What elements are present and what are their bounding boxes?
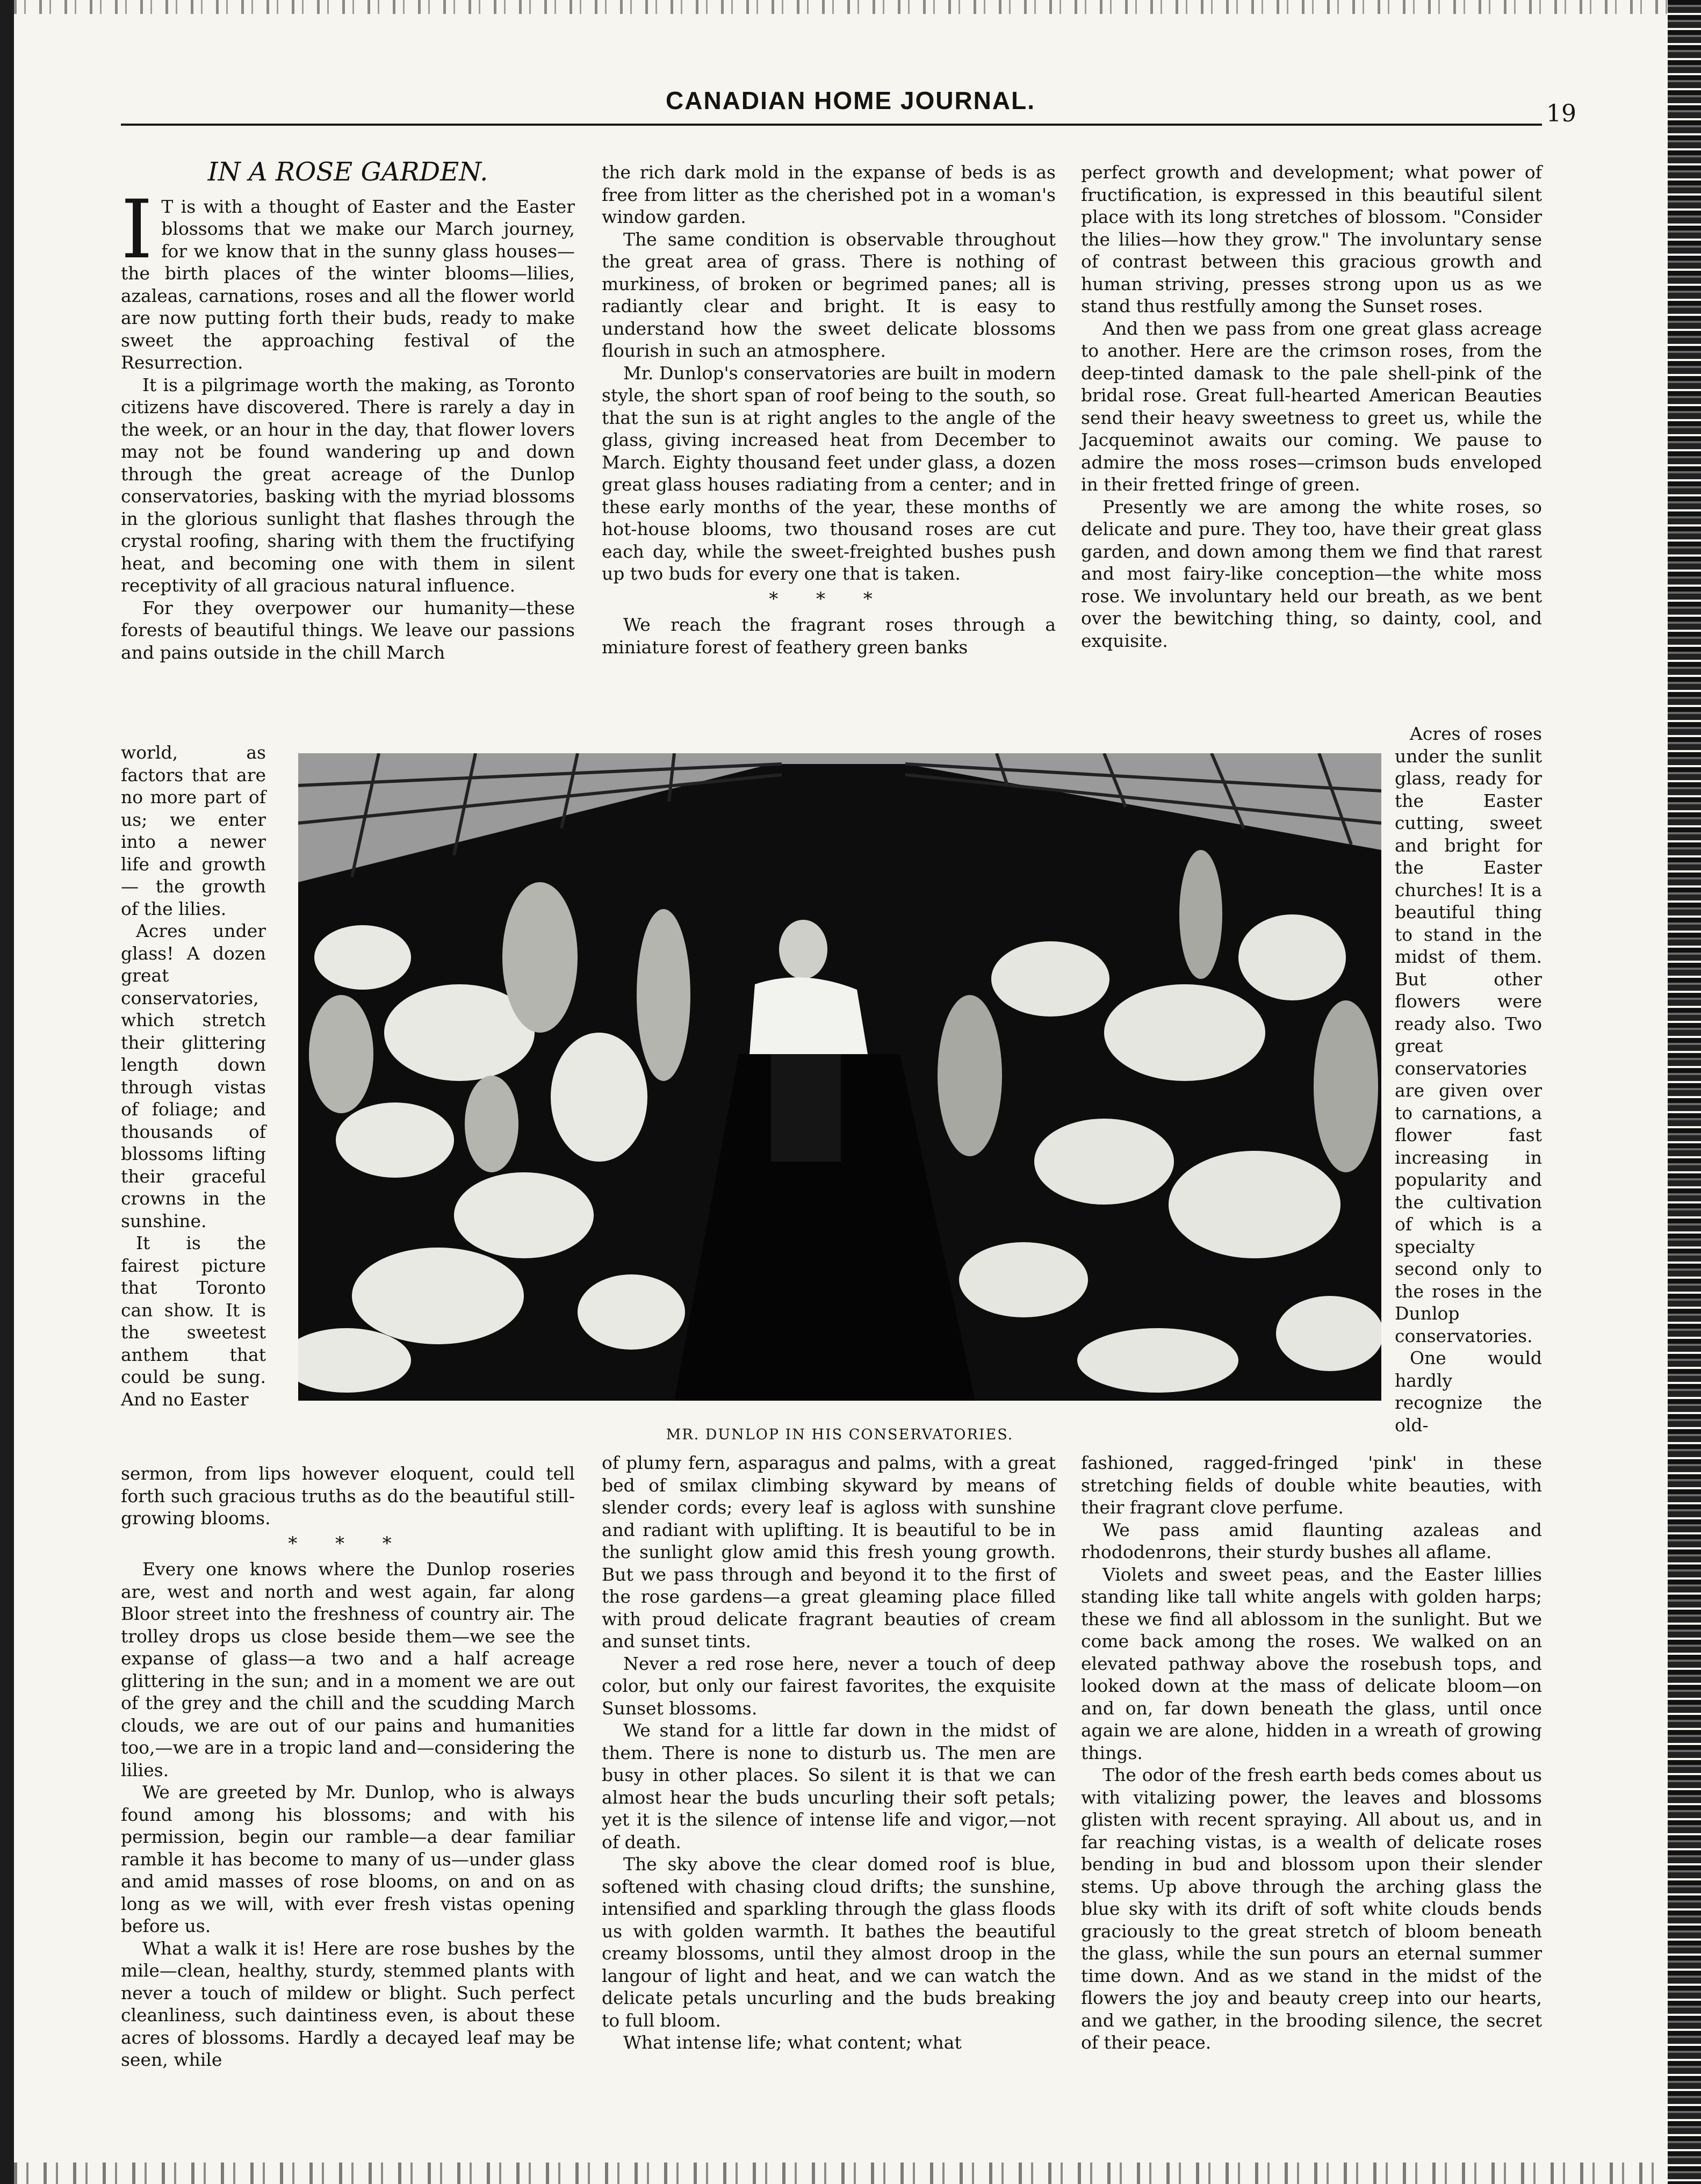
paragraph: We are greeted by Mr. Dunlop, who is always found among his blossoms; and with his permission, begin our ramble—a dear familiar ramble it has become to many of us—under glass and amid masses of rose blooms, on and on as long as we will, with ever fresh vistas opening before us.: [121, 1782, 575, 1936]
conservatory-photo: [298, 753, 1381, 1401]
paragraph: fashioned, ragged-fringed 'pink' in these stretching fields of double white beauties, with their fragrant clove perfume.: [1081, 1452, 1542, 1518]
paragraph: Acres under glass! A dozen great conservatories, which stretch their glittering length down through vistas of foliage; and thousands of blossoms lifting their graceful crowns in the sunshine.: [121, 920, 266, 1231]
journal-title: CANADIAN HOME JOURNAL.: [666, 87, 1035, 114]
scan-edge-top: [14, 0, 1668, 14]
column-1: [121, 157, 575, 664]
column-3-lower: [1081, 1452, 1542, 2054]
wrap-right: [1395, 723, 1542, 1436]
column-1-lower: [121, 1462, 575, 2071]
paragraph: One would hardly recognize the old-: [1395, 1347, 1542, 1436]
paragraph: world, as factors that are no more part of us; we enter into a newer life and growth — the growth of the lilies.: [121, 742, 266, 919]
section-break: * * *: [288, 1532, 408, 1554]
scan-edge-right: [1668, 0, 1701, 2184]
photo-image: [298, 753, 1381, 1401]
paragraph: What a walk it is! Here are rose bushes by the mile—clean, healthy, sturdy, stemmed plants with never a touch of mildew or blight. Such perfect cleanliness, such daintiness even, is about these acres of blossoms. Hardly a decayed leaf may be seen, while: [121, 1937, 575, 2070]
paragraph: We stand for a little far down in the midst of them. There is none to disturb us. The men are busy in other places. So silent it is that we can almost hear the buds uncurling their soft petals; yet it is the silence of intense life and vigor,—not of death.: [602, 1720, 1056, 1853]
paragraph: We reach the fragrant roses through a miniature forest of feathery green banks: [602, 614, 1056, 658]
article-title: IN A ROSE GARDEN.: [207, 157, 488, 187]
paragraph: The sky above the clear domed roof is blue, softened with chasing cloud drifts; the sunshine, intensified and sparkling through the glass floods us with golden warmth. It bathes the beautiful creamy blossoms, until they almost droop in the langour of light and heat, and we can watch the delicate petals uncurling and the buds breaking to full bloom.: [602, 1854, 1056, 2031]
paragraph: It is the fairest picture that Toronto can show. It is the sweetest anthem that could be sung. And no Easter: [121, 1232, 266, 1410]
paragraph: Mr. Dunlop's conservatories are built in modern style, the short span of roof being to the south, so that the sun is at right angles to the angle of the glass, giving increased heat from December to March. Eighty thousand feet under glass, a dozen great glass houses radiating from a center; and in these early months of the year, these months of hot-house blooms, two thousand roses are cut each day, while the sweet-freighted bushes push up two buds for every one that is taken.: [602, 362, 1056, 584]
drop-cap: I: [121, 183, 153, 277]
wrap-left: [121, 741, 266, 1410]
paragraph: Violets and sweet peas, and the Easter lillies standing like tall white angels with golden harps; these we find all ablossom in the sunlight. But we come back among the roses. We walked on an elevated pathway above the rosebush tops, and looked down at the mass of delicate bloom—on and on, far down beneath the glass, until once again we are alone, hidden in a wreath of growing things.: [1081, 1563, 1542, 1763]
paragraph: We pass amid flaunting azaleas and rhododenrons, their sturdy bushes all aflame.: [1081, 1519, 1542, 1562]
paragraph: Acres of roses under the sunlit glass, ready for the Easter cutting, sweet and bright for the Easter churches! It is a beautiful thing to stand in the midst of them. But other flowers were ready also. Two great conservatories are given over to carnations, a flower fast increasing in popularity and the cultivation of which is a specialty second only to the roses in the Dunlop conservatories.: [1395, 723, 1542, 1346]
paragraph: What intense life; what content; what: [623, 2032, 962, 2053]
scan-edge-left: [0, 0, 14, 2184]
photo-caption: MR. DUNLOP IN HIS CONSERVATORIES.: [666, 1426, 1014, 1443]
paragraph: The odor of the fresh earth beds comes about us with vitalizing power, the leaves and blossoms glisten with recent spraying. All about us, and in far reaching vistas, is a wealth of delicate roses bending in bud and blossom upon their slender stems. Up above through the arching glass the blue sky with its drift of soft white clouds bends graciously to the great stretch of bloom beneath the glass, while the sun pours an eternal summer time down. And as we stand in the midst of the flowers the joy and beauty creep into our hearts, and we gather, in the brooding silence, the secret of their peace.: [1081, 1764, 1542, 2053]
column-2-lower: [602, 1452, 1056, 2054]
scan-edge-bottom: [14, 2163, 1668, 2184]
paragraph: perfect growth and development; what power of fructification, is expressed in this beautiful silent place with its long stretches of blossom. "Consider the lilies—how they grow." The involuntary sense of contrast between this gracious growth and human striving, presses strong upon us as we stand thus restfully among the Sunset roses.: [1081, 162, 1542, 316]
header-rule: [121, 124, 1542, 126]
paragraph: Every one knows where the Dunlop roseries are, west and north and west again, far along Bloor street into the freshness of country air. The trolley drops us close beside them—we see the expanse of glass—a two and a half acreage glittering in the sun; and in a moment we are out of the grey and the chill and the scudding March clouds, we are out of our pains and humanities too,—we are in a tropic land and—considering the lilies.: [121, 1559, 575, 1781]
paragraph: And then we pass from one great glass acreage to another. Here are the crimson roses, from the deep-tinted damask to the pale shell-pink of the bridal rose. Great full-hearted American Beauties send their heavy sweetness to greet us, while the Jacqueminot awaits our coming. We pause to admire the moss roses—crimson buds enveloped in their fretted fringe of green.: [1081, 318, 1542, 495]
paragraph: I T is with a thought of Easter and the Easter blossoms that we make our March journey, for we know that in the sunny glass houses—the birth places of the winter blooms—lilies, azaleas, carnations, roses and all the flower world are now putting forth their buds, ready to make sweet the approaching festival of the Resurrection.: [121, 183, 575, 373]
column-3: [1081, 161, 1542, 652]
column-2: [602, 161, 1056, 658]
paragraph: sermon, from lips however eloquent, could tell forth such gracious truths as do the beautiful still-growing blooms.: [121, 1463, 575, 1529]
paragraph: The same condition is observable throughout the great area of grass. There is nothing of murkiness, of broken or begrimed panes; all is radiantly clear and bright. It is easy to understand how the sweet delicate blossoms flourish in such an atmosphere.: [602, 228, 1056, 361]
page-number: 19: [1546, 100, 1576, 127]
section-break: * * *: [769, 588, 889, 610]
paragraph: It is a pilgrimage worth the making, as Toronto citizens have discovered. There is rarely a day in the week, or an hour in the day, that flower lovers may not be found wandering up and down through the great acreage of the Dunlop conservatories, basking with the myriad blossoms in the glorious sunlight that flashes through the crystal roofing, sharing with them the fructifying heat, and becoming one with them in silent receptivity of all gracious natural influence.: [121, 374, 575, 596]
paragraph: Presently we are among the white roses, so delicate and pure. They too, have their great glass garden, and down among them we find that rarest and most fairy-like conception—the white moss rose. We involuntary held our breath, as we bent over the bewitching thing, so dainty, cool, and exquisite.: [1081, 496, 1542, 651]
paragraph: the rich dark mold in the expanse of beds is as free from litter as the cherished pot in a woman's window garden.: [602, 162, 1056, 227]
paragraph: of plumy fern, asparagus and palms, with a great bed of smilax climbing skyward by means of slender cords; every leaf is agloss with sunshine and radiant with uplifting. It is beautiful to be in the sunlight glow amid this fresh young growth. But we pass through and beyond it to the first of the rose gardens—a great gleaming place filled with proud delicate fragrant beauties of cream and sunset tints.: [602, 1452, 1056, 1652]
paragraph: For they overpower our humanity—these forests of beautiful things. We leave our passions and pains outside in the chill March: [121, 597, 575, 663]
paragraph: Never a red rose here, never a touch of deep color, but only our fairest favorites, the exquisite Sunset blossoms.: [602, 1653, 1056, 1719]
